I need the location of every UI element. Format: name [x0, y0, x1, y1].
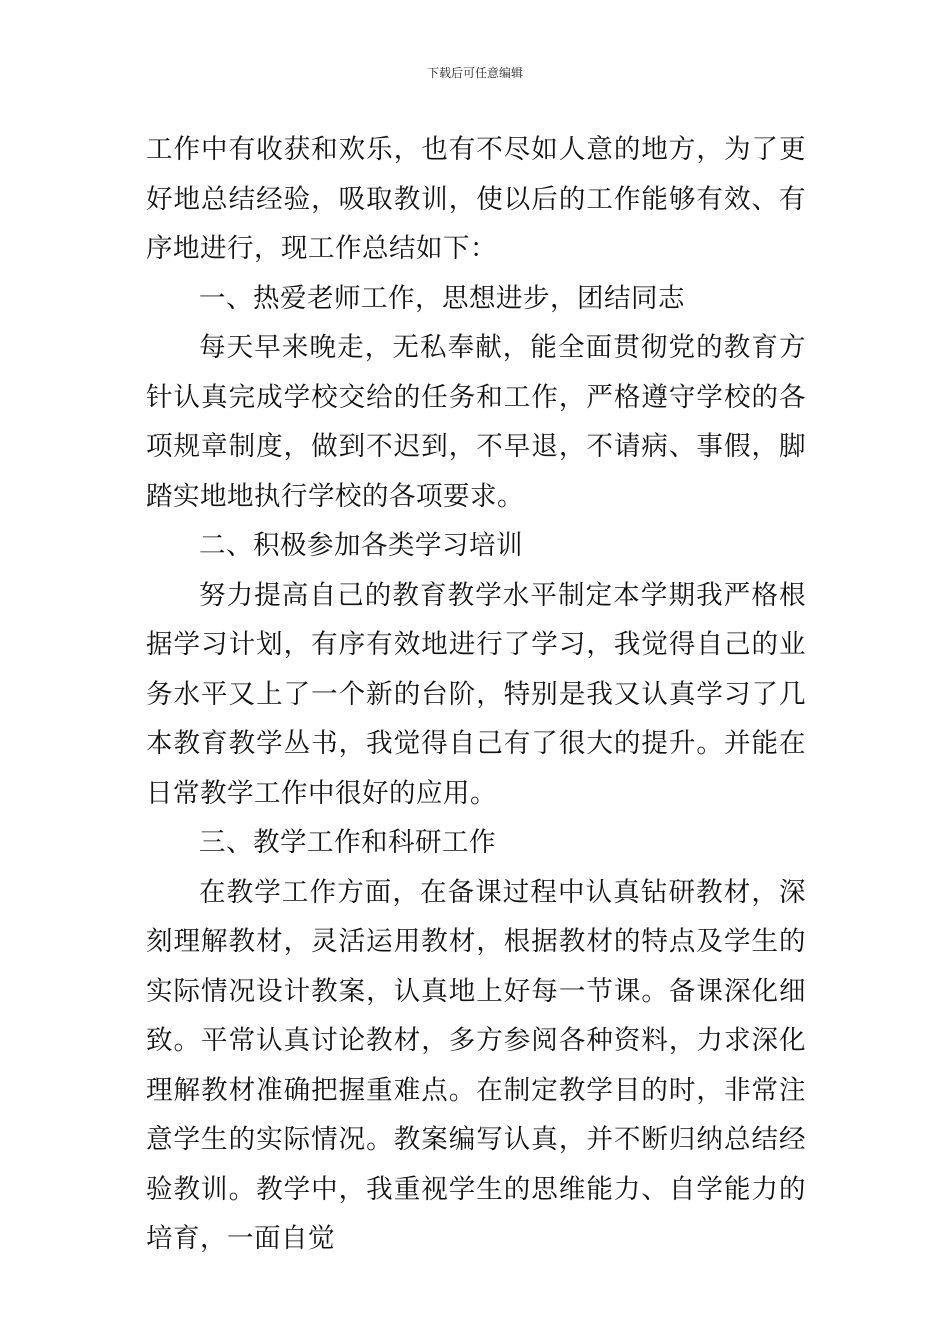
intro-paragraph: 工作中有收获和欢乐，也有不尽如人意的地方，为了更好地总结经验，吸取教训，使以后的工作能够有效、有序地进行，现工作总结如下：	[146, 134, 806, 264]
page-header-note: 下载后可任意编辑	[426, 66, 523, 80]
section-3-heading: 三、教学工作和科研工作	[199, 827, 496, 858]
section-1-heading: 一、热爱老师工作，思想进步，团结同志	[199, 282, 685, 314]
section-3-paragraph: 在教学工作方面，在备课过程中认真钻研教材，深刻理解教材，灵活运用教材，根据教材的特点及学生的实际情况设计教案，认真地上好每一节课。备课深化细致。平常认真讨论教材，多方参阅各种资料，力求深化理解教材准确把握重难点。在制定教学目的时，非常注意学生的实际情况。教案编写认真，并不断归纳总结经验教训。教学中，我重视学生的思维能力、自学能力的培育，一面自觉	[146, 876, 806, 1254]
document-body	[146, 125, 806, 1264]
section-2-paragraph: 努力提高自己的教育教学水平制定本学期我严格根据学习计划，有序有效地进行了学习，我觉得自己的业务水平又上了一个新的台阶，特别是我又认真学习了几本教育教学丛书，我觉得自己有了很大的提升。并能在日常教学工作中很好的应用。	[146, 579, 806, 809]
section-2-heading: 二、积极参加各类学习培训	[199, 530, 523, 561]
section-1-paragraph: 每天早来晚走，无私奉献，能全面贯彻党的教育方针认真完成学校交给的任务和工作，严格遵守学校的各项规章制度，做到不迟到，不早退，不请病、事假，脚踏实地地执行学校的各项要求。	[146, 332, 806, 512]
